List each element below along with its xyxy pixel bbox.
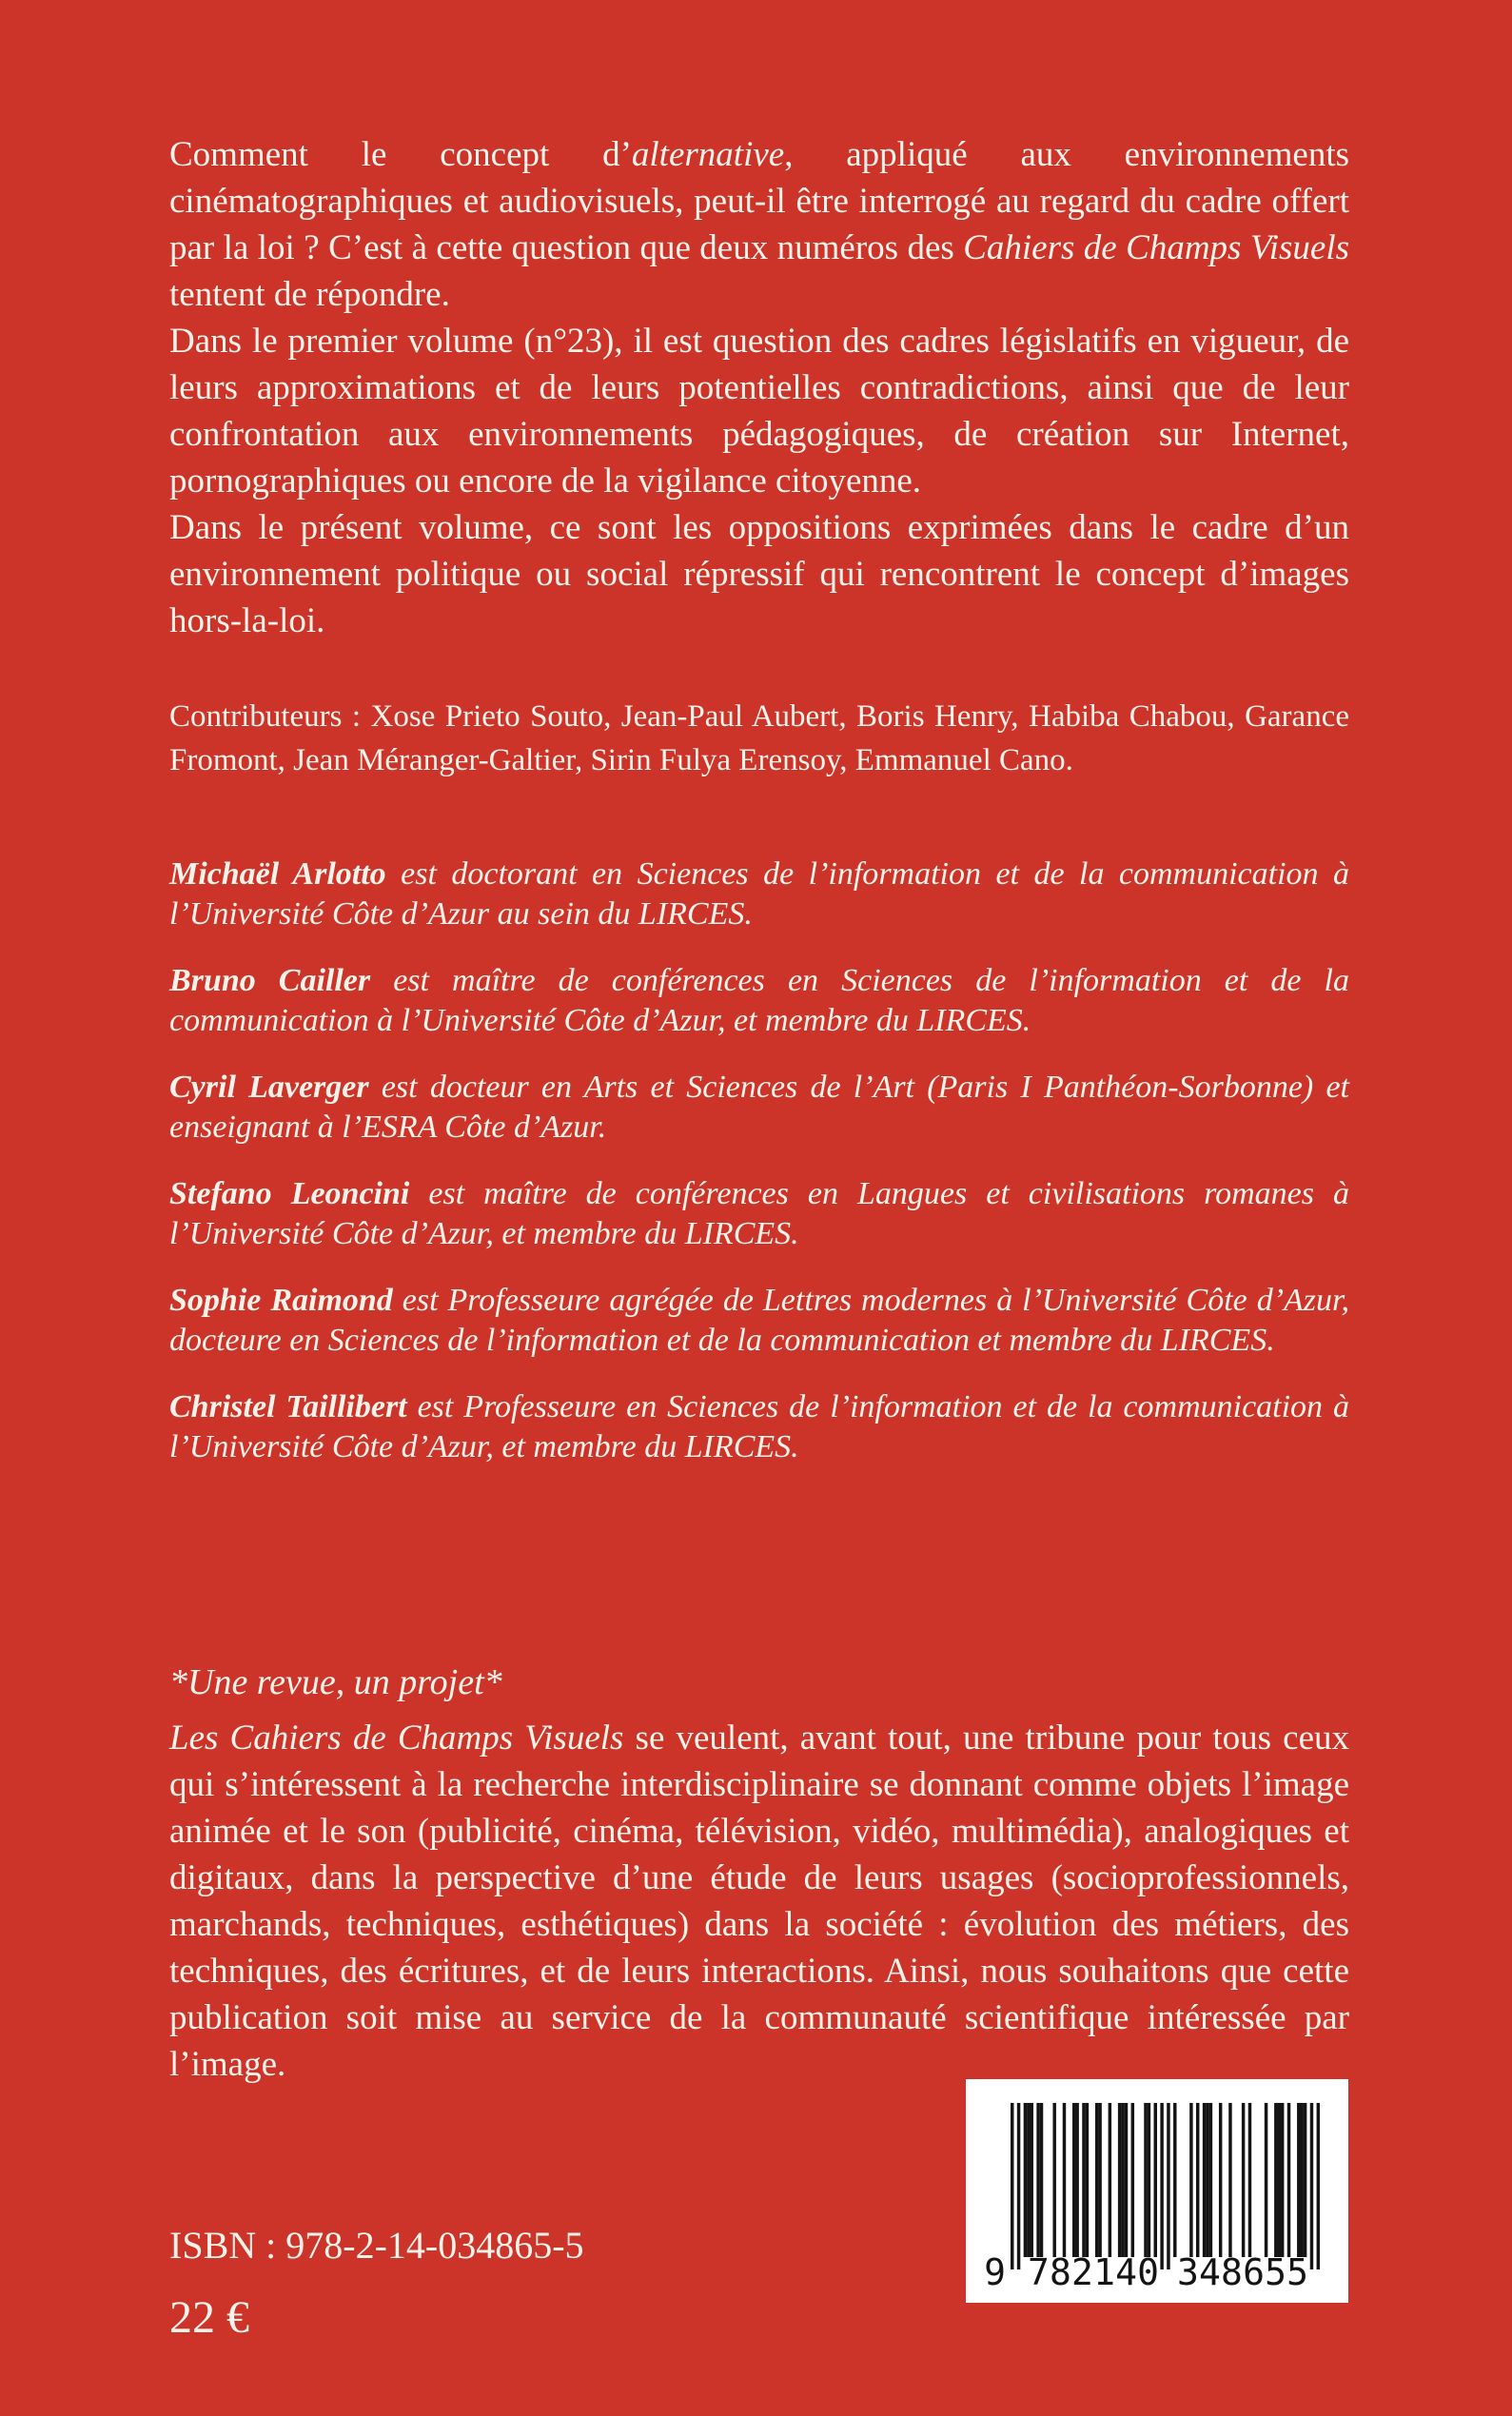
isbn-text: ISBN : 978-2-14-034865-5 bbox=[169, 2224, 584, 2267]
author-bio: Christel Taillibert est Professeure en Sciences de l’information et de la communication à l’Université Côte d’Azur, et membre du LIRCES. bbox=[169, 1389, 1350, 1464]
author-bio: Bruno Cailler est maître de conférences en Sciences de l’information et de la communication à l’Université Côte d’Azur, et membre du LIRCES. bbox=[169, 963, 1349, 1038]
contributors-line: Contributeurs : Xose Prieto Souto, Jean-Paul Aubert, Boris Henry, Habiba Chabou, Garance Fromont, Jean Méranger-Galtier, Sirin Fulya Erensoy, Emmanuel Cano. bbox=[169, 699, 1349, 777]
barcode bbox=[966, 2079, 1348, 2303]
author-bio: Sophie Raimond est Professeure agrégée de Lettres modernes à l’Université Côte d’Azur, docteure en Sciences de l’information et de la communication et membre du LIRCES. bbox=[169, 1283, 1349, 1358]
synopsis-paragraph: Dans le présent volume, ce sont les oppositions exprimées dans le cadre d’un environnement politique ou social répressif qui rencontrent le concept d’images hors-la-loi. bbox=[169, 508, 1349, 640]
barcode-digit-first: 9 bbox=[984, 2251, 1006, 2293]
synopsis-paragraph: Comment le concept d’alternative, appliqué aux environnements cinématographiques et audiovisuels, peut-il être interrogé au regard du cadre offert par la loi ? C’est à cette question que deux numéros des Cahiers de Champs Visuels tentent de répondre. bbox=[169, 135, 1349, 314]
barcode-bars bbox=[1011, 2103, 1320, 2269]
contributors bbox=[169, 695, 1349, 782]
revue-statement bbox=[169, 1715, 1349, 2088]
synopsis bbox=[169, 131, 1349, 644]
revue-heading: *Une revue, un projet* bbox=[169, 1662, 502, 1702]
barcode-svg bbox=[966, 2079, 1348, 2303]
author-bios bbox=[169, 854, 1349, 1494]
barcode-digits-left: 782140 bbox=[1028, 2251, 1159, 2293]
synopsis-paragraph: Dans le premier volume (n°23), il est question des cadres législatifs en vigueur, de leurs approximations et de leurs potentielles contradictions, ainsi que de leur confrontation aux environnements pédagogiques, de création sur Internet, pornographiques ou encore de la vigilance citoyenne. bbox=[169, 322, 1349, 501]
revue-paragraph: Les Cahiers de Champs Visuels se veulent, avant tout, une tribune pour tous ceux qui s’intéressent à la recherche interdisciplinaire se donnant comme objets l’image animée et le son (publicité, cinéma, télévision, vidéo, multimédia), analogiques et digitaux, dans la perspective d’une étude de leurs usages (socioprofessionnels, marchands, techniques, esthétiques) dans la société : évolution des métiers, des techniques, des écritures, et de leurs interactions. Ainsi, nous souhaitons que cette publication soit mise au service de la communauté scientifique intéressée par l’image. bbox=[169, 1719, 1349, 2084]
price-text: 22 € bbox=[169, 2292, 249, 2343]
barcode-digits-right: 348655 bbox=[1177, 2251, 1308, 2293]
author-bio: Michaël Arlotto est doctorant en Sciences de l’information et de la communication à l’Université Côte d’Azur au sein du LIRCES. bbox=[169, 856, 1350, 932]
author-bio: Cyril Laverger est docteur en Arts et Sciences de l’Art (Paris I Panthéon-Sorbonne) et enseignant à l’ESRA Côte d’Azur. bbox=[169, 1070, 1349, 1145]
author-bio: Stefano Leoncini est maître de conférences en Langues et civilisations romanes à l’Université Côte d’Azur, et membre du LIRCES. bbox=[169, 1176, 1349, 1251]
